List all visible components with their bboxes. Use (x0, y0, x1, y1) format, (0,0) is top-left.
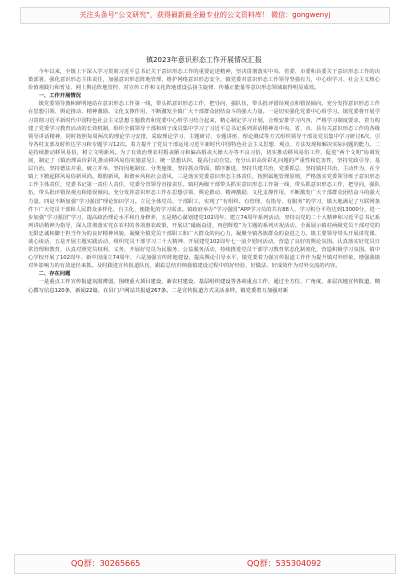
footer-banner (14, 554, 396, 574)
promo-banner: 关注头条号“公文研究”，获得最新最全最专业的公文资料库！ 微信：gongwenyj (20, 7, 390, 24)
paragraph-problems: 一是重点工作宣传报道氛围薄弱，围绕重大项目建设、新农村建设、基层组织建设等各项重点工作，通过全方位、广角度、多层次地宣传报道，精心撰写信息120条，新闻22篇，在县门户网站共报道267条。二是宣传报道方式灵活多样。镇党委着力加强对新 (28, 279, 380, 294)
document-body (28, 68, 380, 544)
footer-qq-group-2: QQ群：535304092 (247, 559, 322, 568)
paragraph-intro: 今年以来，全镇上下深入学习贯彻习近平总书记关于意识形态工作的重要论述精神，坚决贯彻落实中央、省委、市委和县委关于意识形态工作的决策部署，强化意识形态主体责任，加强意识形态阵地管理，维护网络意识形态安全，镇党委对意识形态工作领导坚强有力，中心组学习、社会主义核心价值观践行和普及、网上舆论阵地管控、对宣传工作和文化阵地建设弘扬主旋律、传播正能量等意识形态领域取得明显成效。 (28, 69, 380, 92)
section-heading-work: 一、工作开展情况 (38, 93, 81, 100)
document-title: 镇2023年意识形态工作开展情况汇报 (146, 56, 262, 64)
footer-qq-group-1: QQ群：30265665 (71, 559, 141, 568)
section-heading-problems: 二、存在问题 (38, 271, 71, 278)
paragraph-work: 镇党委领导旗帜鲜明地站在意识形态工作第一线，带头抓意识形态工作，把导向、强队伍，带头批评错误观点和错误倾向。充分发挥意识形态工作在思想引领、舆论推动、精神激励、文化支撑作用，不断激发全镇广大干部群众团结奋斗的强大力量。一是切实强化党委中心组学习。镇党委将开展学习贯彻习近平新时代中国特色社会主义思想主题教育和党委中心组学习结合起来，精心制定学习计划，合理安排学习内容，严格学习制度要求，着力构建了党委学习教育活动的长效机制，组织全镇领导干部和班子成员集中学习了习近平总书记系列讲话精神及中央、省、市、县有关意识形态工作的各级领导讲话精神，同时按照每周两次的理论学习安排，采取理论学习、主题研讨、专题讲座、理论测试等方式组织领导干部及党员集中学习研讨6次，引导各村支部及时传达学习和专题学习12次。着力提升了党员干部运用习近平新时代中国特色社会主义思想、观点、方法发现和解决实际问题的能力。二是持续推动移风易俗，树立文明新风。为了有效治理农村婚丧陋习和偏高婚丧大操大办等不良习俗，切实推动移风易俗工作，促进“两个文明”协调发展，制定了《镇治理高价彩礼推动移风易俗实施意见》，统一思想认识，提高行动自觉。充分认识高价彩礼问题的严重性和危害性，坚持党政引导，基层自治，坚持德法并重，破立并举，坚持因地制宜、分类施策，坚持抓点带面，循序渐进，坚持共建共治，党委抓总、坚持镇村共治、主动作为，在全镇上下掀起移风易俗新风尚。婚假新风，和谐乡风和社会清风，三是落实党委意识形态主体责任，按照属地管理原则，严格落实党委领导班子意识形态工作主体责任，党委书记第一责任人责任，党委分管领导直接责任。镇村两级干部带头抓实意识形态工作第一线，带头抓意识形态工作，把导向，强队伍，带头批评错误观点和错误倾向。充分发挥意识形态工作在思想引领、舆论推动、精神激励、文化支撑作用，不断激发广大干部群众团结奋斗的强大力量。四是不断加强“学习强国”理论知识学习。立足全体党员、干部职工，实现了“有组织、有管理、有指导、有服务”的学习，镇大地满足了互联网条件下广大党员干部和人民群众多样化、自主化、便捷化的学习需求。镇政府举办“学习强国”APP学习员的共有88人，学习积分平均达到13000分，进一步加强“学习强国”学习，提高政治理论水平和自身修养，五是精心谋划建党102周年，建立74周年系列活动，坚持以党的二十大精神和习近平总书记系列讲话精神为指导，深入贯彻落实党在农村的各项惠农政策，开展以“砥砺奋进、再创辉煌”为主题的系列庆祝活动。全面展示镇村两级党员干部对党的无限忠诚和脚于担当作为的良好精神风貌，凝聚全镇党员干部职工和广大群众的向心力，凝聚全镇各族群众的奋进之力。镇主要领导带头开展讲党课、谈心谈话、五是开展主题实践活动，组织党员干部学习二十大精神、开展建党102周年七一前夕慰问活动，营造了良好的舆论氛围。认真落实好党员日常管理和教育，认真对照党员权利、义务，开展好党员为民服务、公益服务活动，持续推进党员干部学习教育常态化制度化，营造积极学习氛围。镇中心学校开展了102周年、新中国成立74周年，六是加强宣传阵地建设，提高舆论引导水平。镇党委着力强宣传报道工作作为提升镇对外形象，增强我镇对外影响力的有效途径来抓。及时跟进宣传报道队伍，跟踪总结归纳我镇建设过程中的好经验、好做法、好成效作为对外交流的内容。 (28, 101, 380, 270)
